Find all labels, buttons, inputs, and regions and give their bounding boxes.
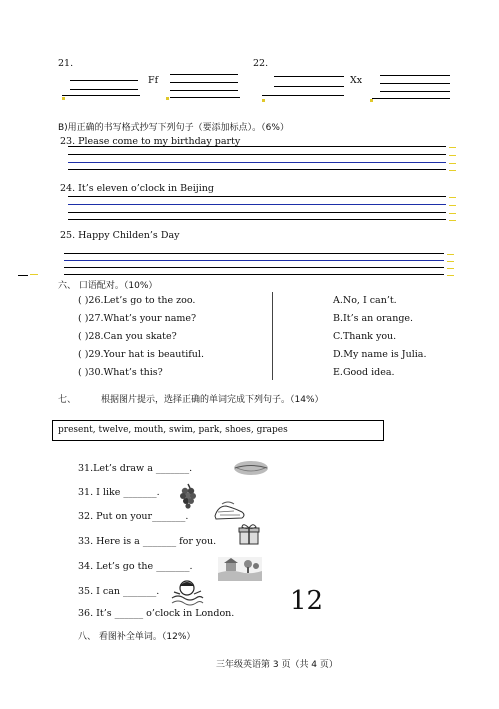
- match-item-26[interactable]: ( )26.Let’s go to the zoo.: [78, 295, 196, 306]
- fill-sentence-31b[interactable]: 31. I like _______.: [78, 487, 160, 498]
- section-7-title: 根据图片提示，选择正确的单词完成下列句子。（14%）: [101, 395, 324, 405]
- copy-sentence-25: 25. Happy Childen’s Day: [60, 230, 180, 241]
- copy-sentence-23: 23. Please come to my birthday party: [60, 136, 241, 147]
- match-divider: [272, 292, 273, 380]
- match-answer-a: A.No, I can’t.: [333, 295, 397, 306]
- match-item-29[interactable]: ( )29.Your hat is beautiful.: [78, 349, 204, 360]
- match-item-30[interactable]: ( )30.What’s this?: [78, 367, 163, 378]
- fill-sentence-36[interactable]: 36. It’s ______ o’clock in London.: [78, 608, 235, 619]
- shoes-icon: [212, 498, 248, 522]
- match-answer-c: C.Thank you.: [333, 331, 397, 342]
- present-icon: [237, 522, 261, 546]
- fill-sentence-32[interactable]: 32. Put on your_______.: [78, 511, 189, 522]
- fill-sentence-33[interactable]: 33. Here is a _______ for you.: [78, 536, 217, 547]
- section-7-number: 七、: [58, 395, 77, 405]
- q21-number: 21.: [58, 58, 74, 69]
- section-8-title: 八、 看图补全单词。（12%）: [78, 632, 196, 642]
- swim-icon: [170, 578, 204, 608]
- match-answer-b: B.It’s an orange.: [333, 313, 414, 324]
- mouth-icon: [232, 459, 270, 477]
- q22-number: 22.: [253, 58, 269, 69]
- section-6-title: 六、 口语配对。（10%）: [58, 281, 158, 291]
- section-b-title: B)用正确的书写格式抄写下列句子（要添加标点）。（6%）: [58, 123, 289, 133]
- match-item-27[interactable]: ( )27.What’s your name?: [78, 313, 197, 324]
- grapes-icon: [178, 482, 200, 510]
- match-answer-e: E.Good idea.: [333, 367, 395, 378]
- clock-number: 12: [290, 586, 324, 616]
- q21-letters: Ff: [148, 75, 159, 86]
- word-bank: present, twelve, mouth, swim, park, shoes, grapes: [58, 425, 288, 435]
- page-footer: 三年级英语第 3 页（共 4 页）: [216, 660, 338, 670]
- fill-sentence-35[interactable]: 35. I can _______.: [78, 586, 160, 597]
- match-item-28[interactable]: ( )28.Can you skate?: [78, 331, 177, 342]
- park-icon: [218, 557, 262, 581]
- word-bank-box: [52, 420, 384, 441]
- copy-sentence-24: 24. It’s eleven o’clock in Beijing: [60, 183, 214, 194]
- q22-letters: Xx: [350, 75, 363, 86]
- fill-sentence-34[interactable]: 34. Let’s go the _______.: [78, 561, 193, 572]
- fill-sentence-31a[interactable]: 31.Let’s draw a _______.: [78, 463, 193, 474]
- match-answer-d: D.My name is Julia.: [333, 349, 427, 360]
